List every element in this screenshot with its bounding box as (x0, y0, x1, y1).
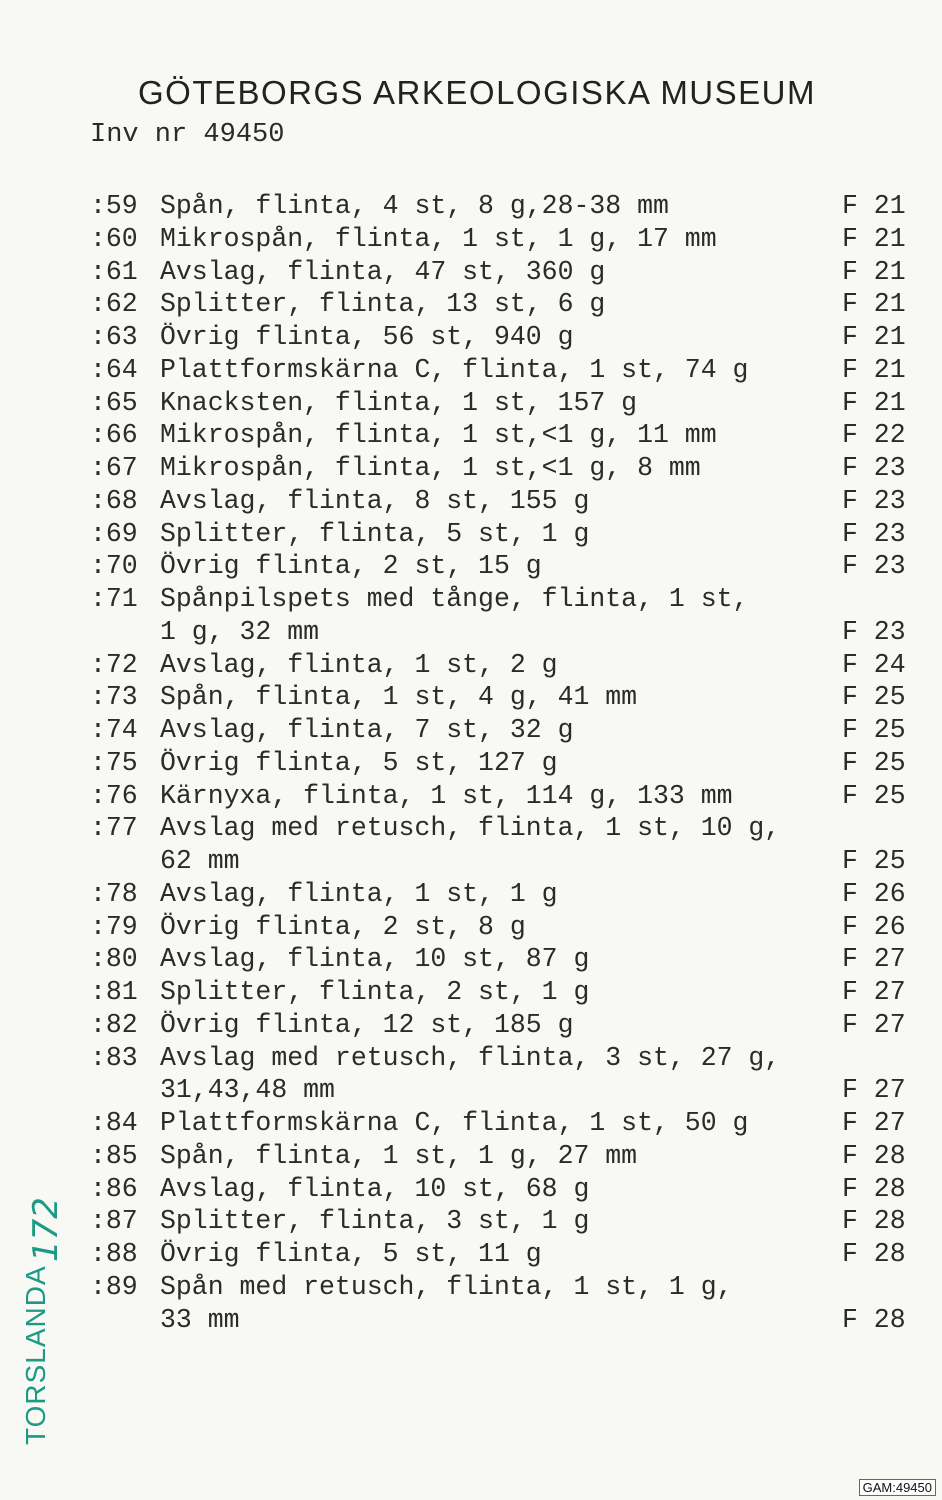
entry-list (90, 190, 920, 1336)
entry-num: :76 (90, 780, 138, 811)
entry-desc: Mikrospån, flinta, 1 st,<1 g, 11 mm (160, 420, 717, 451)
entry-num: :62 (90, 289, 138, 320)
entry-line (90, 1238, 920, 1271)
entry-num: :71 (90, 584, 138, 614)
entry-desc: Plattformskärna C, flinta, 1 st, 74 g (160, 354, 749, 385)
entry-desc: 1 g, 32 mm (160, 616, 320, 647)
entry-num: :80 (90, 944, 138, 975)
entry-desc: Övrig flinta, 2 st, 8 g (160, 911, 526, 942)
entry-num: :86 (90, 1173, 138, 1204)
entry-ref: F 28 (842, 1206, 906, 1237)
entry-ref: F 21 (842, 322, 906, 352)
entry-ref: F 23 (842, 453, 906, 483)
entry-num: :59 (90, 191, 138, 221)
entry-line (90, 485, 920, 518)
entry-desc: Avslag, flinta, 1 st, 2 g (160, 649, 558, 680)
entry-line (90, 518, 920, 551)
handwritten-number: 172 (26, 1197, 66, 1262)
entry-line (90, 714, 920, 747)
entry-line (90, 1042, 920, 1075)
entry-desc: Plattformskärna C, flinta, 1 st, 50 g (160, 1108, 749, 1138)
entry-line (90, 1304, 920, 1337)
entry-num: :88 (90, 1239, 138, 1269)
catalog-id-label: GAM:49450 (859, 1479, 936, 1496)
entry-line (90, 387, 920, 420)
entry-ref: F 27 (842, 977, 906, 1007)
entry-desc: Spån med retusch, flinta, 1 st, 1 g, (160, 1271, 733, 1302)
entry-line (90, 1205, 920, 1238)
entry-ref: F 23 (842, 616, 906, 647)
entry-line (90, 1074, 920, 1107)
entry-desc: Mikrospån, flinta, 1 st,<1 g, 8 mm (160, 453, 701, 483)
entry-desc: Avslag, flinta, 10 st, 68 g (160, 1173, 590, 1204)
entry-line (90, 1271, 920, 1304)
entry-num: :67 (90, 453, 138, 483)
entry-num: :72 (90, 649, 138, 680)
entry-line (90, 223, 920, 256)
entry-ref: F 28 (842, 1304, 906, 1335)
entry-line (90, 1140, 920, 1173)
entry-line (90, 550, 920, 583)
entry-num: :82 (90, 1009, 138, 1040)
entry-ref: F 23 (842, 518, 906, 549)
entry-desc: Avslag, flinta, 10 st, 87 g (160, 944, 590, 975)
entry-ref: F 23 (842, 485, 906, 516)
entry-ref: F 28 (842, 1140, 906, 1171)
entry-desc: Avslag med retusch, flinta, 3 st, 27 g, (160, 1042, 781, 1073)
entry-num: :78 (90, 878, 138, 909)
entry-line (90, 354, 920, 387)
entry-ref: F 21 (842, 387, 906, 418)
entry-num: :73 (90, 682, 138, 713)
location-stamp: TORSLANDA (20, 1265, 51, 1445)
entry-ref: F 27 (842, 1009, 906, 1040)
entry-ref: F 25 (842, 715, 906, 745)
entry-line (90, 1009, 920, 1042)
entry-desc: 62 mm (160, 846, 240, 876)
entry-desc: Spån, flinta, 1 st, 4 g, 41 mm (160, 682, 638, 713)
entry-ref: F 25 (842, 846, 906, 876)
entry-num: :89 (90, 1271, 138, 1302)
entry-num: :68 (90, 485, 138, 516)
entry-num: :84 (90, 1108, 138, 1138)
entry-ref: F 27 (842, 1075, 906, 1106)
entry-desc: Avslag, flinta, 1 st, 1 g (160, 878, 558, 909)
entry-line (90, 616, 920, 649)
entry-ref: F 28 (842, 1173, 906, 1204)
entry-num: :74 (90, 715, 138, 745)
entry-ref: F 21 (842, 191, 906, 221)
entry-desc: Spån, flinta, 1 st, 1 g, 27 mm (160, 1140, 638, 1171)
entry-ref: F 21 (842, 256, 906, 287)
entry-num: :87 (90, 1206, 138, 1237)
entry-num: :66 (90, 420, 138, 451)
entry-ref: F 21 (842, 289, 906, 320)
entry-num: :85 (90, 1140, 138, 1171)
entry-num: :61 (90, 256, 138, 287)
entry-line (90, 976, 920, 1009)
entry-line (90, 878, 920, 911)
entry-desc: Övrig flinta, 2 st, 15 g (160, 551, 542, 582)
entry-line (90, 583, 920, 616)
entry-line (90, 256, 920, 289)
entry-num: :64 (90, 354, 138, 385)
entry-desc: 31,43,48 mm (160, 1075, 335, 1106)
entry-line (90, 321, 920, 354)
entry-num: :77 (90, 813, 138, 844)
entry-ref: F 21 (842, 354, 906, 385)
entry-num: :81 (90, 977, 138, 1007)
entry-desc: Knacksten, flinta, 1 st, 157 g (160, 387, 638, 418)
entry-desc: Splitter, flinta, 3 st, 1 g (160, 1206, 590, 1237)
entry-line (90, 845, 920, 878)
entry-num: :63 (90, 322, 138, 352)
entry-ref: F 28 (842, 1239, 906, 1269)
inventory-number: Inv nr 49450 (90, 120, 285, 150)
entry-line (90, 190, 920, 223)
entry-desc: Spånpilspets med tånge, flinta, 1 st, (160, 584, 749, 614)
entry-line (90, 681, 920, 714)
entry-ref: F 23 (842, 551, 906, 582)
entry-num: :79 (90, 911, 138, 942)
entry-desc: Avslag, flinta, 8 st, 155 g (160, 485, 590, 516)
entry-num: :65 (90, 387, 138, 418)
entry-ref: F 27 (842, 1108, 906, 1138)
entry-desc: Avslag, flinta, 47 st, 360 g (160, 256, 606, 287)
entry-desc: Splitter, flinta, 2 st, 1 g (160, 977, 590, 1007)
entry-ref: F 22 (842, 420, 906, 451)
entry-line (90, 747, 920, 780)
entry-desc: Spån, flinta, 4 st, 8 g,28-38 mm (160, 191, 669, 221)
entry-num: :83 (90, 1042, 138, 1073)
entry-desc: Avslag, flinta, 7 st, 32 g (160, 715, 574, 745)
entry-num: :75 (90, 747, 138, 778)
museum-title: GÖTEBORGS ARKEOLOGISKA MUSEUM (138, 74, 816, 111)
entry-ref: F 27 (842, 944, 906, 975)
entry-desc: Övrig flinta, 5 st, 11 g (160, 1239, 542, 1269)
entry-ref: F 24 (842, 649, 906, 680)
entry-line (90, 649, 920, 682)
entry-ref: F 21 (842, 223, 906, 254)
entry-desc: Övrig flinta, 12 st, 185 g (160, 1009, 574, 1040)
entry-desc: Avslag med retusch, flinta, 1 st, 10 g, (160, 813, 781, 844)
entry-num: :60 (90, 223, 138, 254)
entry-num: :69 (90, 518, 138, 549)
entry-line (90, 943, 920, 976)
entry-desc: 33 mm (160, 1304, 240, 1335)
entry-line (90, 452, 920, 485)
entry-desc: Övrig flinta, 56 st, 940 g (160, 322, 574, 352)
entry-line (90, 780, 920, 813)
entry-desc: Kärnyxa, flinta, 1 st, 114 g, 133 mm (160, 780, 733, 811)
entry-desc: Mikrospån, flinta, 1 st, 1 g, 17 mm (160, 223, 717, 254)
entry-line (90, 419, 920, 452)
entry-ref: F 26 (842, 878, 906, 909)
entry-desc: Övrig flinta, 5 st, 127 g (160, 747, 558, 778)
entry-ref: F 26 (842, 911, 906, 942)
entry-line (90, 812, 920, 845)
entry-ref: F 25 (842, 682, 906, 713)
entry-line (90, 1173, 920, 1206)
entry-desc: Splitter, flinta, 13 st, 6 g (160, 289, 606, 320)
entry-ref: F 25 (842, 747, 906, 778)
entry-line (90, 911, 920, 944)
entry-ref: F 25 (842, 780, 906, 811)
entry-line (90, 288, 920, 321)
entry-num: :70 (90, 551, 138, 582)
entry-line (90, 1107, 920, 1140)
entry-desc: Splitter, flinta, 5 st, 1 g (160, 518, 590, 549)
